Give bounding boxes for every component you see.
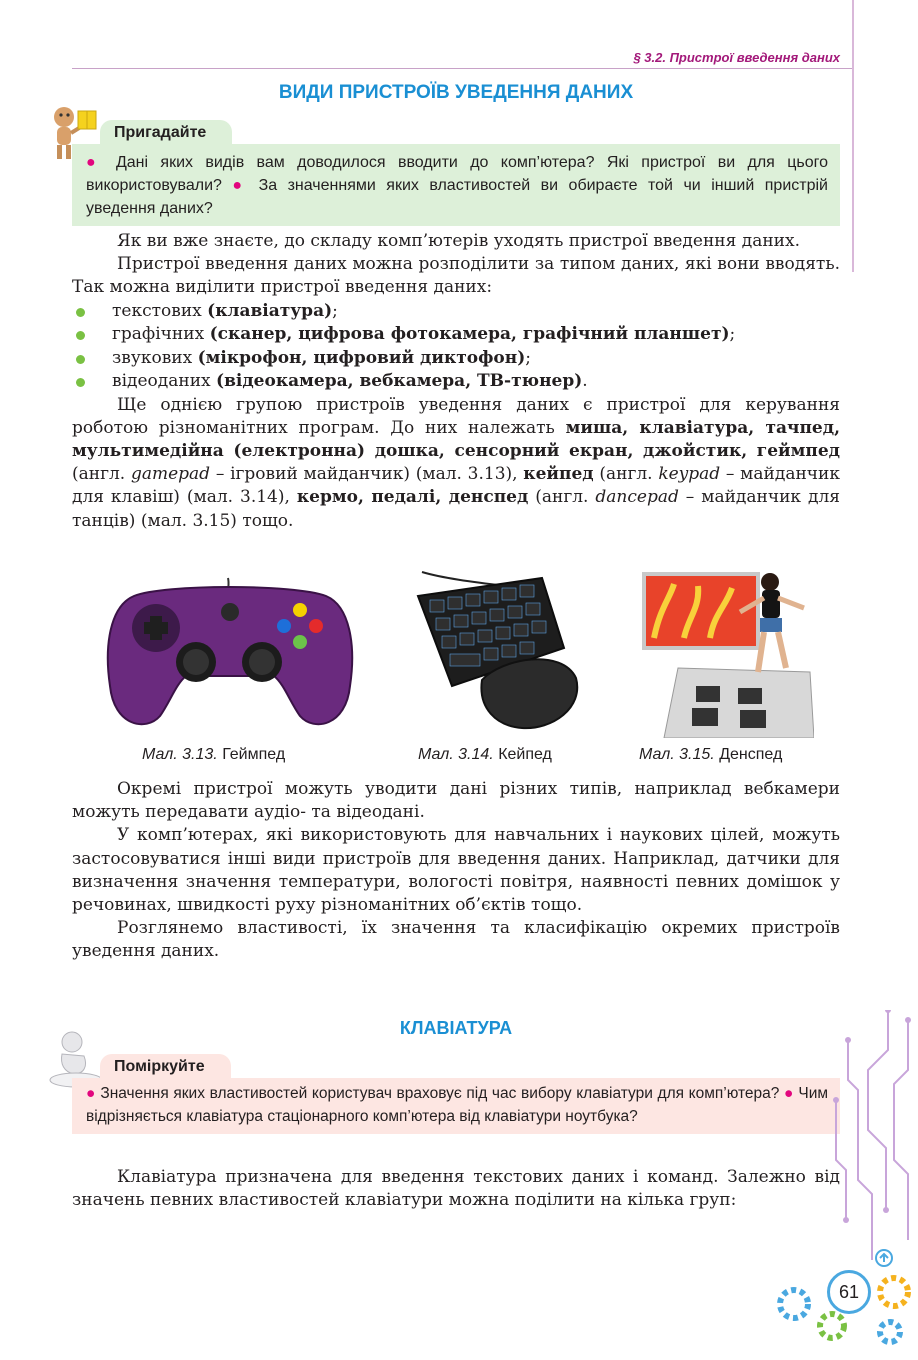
paragraph: Розглянемо властивості, їх значення та класифікацію окремих пристроїв уведення даних. (72, 918, 840, 962)
text-run-italic: keypad (658, 464, 721, 485)
remember-question-2: За значеннями яких властивостей ви обираєте той чи інший пристрій уведення даних? (86, 177, 828, 217)
remember-box (72, 124, 840, 226)
circuit-decoration (828, 1010, 918, 1280)
gamepad-figure (104, 576, 356, 736)
list-item-type: текстових (112, 300, 202, 321)
paragraph: Клавіатура призначена для введення текстових даних і команд. Залежно від значень певних властивостей клавіатури можна поділити на кілька груп: (72, 1167, 840, 1211)
list-item-punct: ; (525, 347, 531, 368)
figure-number: Мал. 3.14. (418, 746, 494, 763)
figure-name: Геймпед (222, 746, 286, 763)
running-header: § 3.2. Пристрої введення даних (633, 50, 840, 65)
text-run: Ще однією групою пристроїв уведення даних є пристрої для керування роботою різноманітних програм. До них належать (72, 394, 840, 438)
text-run-italic: dancepad (595, 487, 679, 508)
remember-question-1: Дані яких видів вам доводилося вводити до комп’ютера? Які пристрої ви для цього використовували? (86, 154, 828, 194)
list-item-type: звукових (112, 347, 193, 368)
text-run: (англ. (593, 464, 659, 485)
think-question-1: Значення яких властивостей користувач враховує під час вибору клавіатури для комп’ютера? (100, 1085, 780, 1102)
keypad-figure (412, 568, 584, 734)
bullet-dot-icon: ● (232, 177, 249, 194)
list-item-examples: (сканер, цифрова фотокамера, графічний планшет) (209, 324, 730, 345)
text-run: (англ. (528, 487, 596, 508)
dancepad-figure (640, 568, 814, 738)
list-item-examples: (відеокамера, вебкамера, ТВ-тюнер) (216, 371, 583, 392)
list-item-punct: ; (729, 324, 736, 345)
remember-label: Пригадайте (100, 120, 232, 148)
text-run: – майданчик для клавіш) (мал. 3.14), (72, 464, 841, 508)
figure-caption (639, 746, 782, 764)
text-run: – ігровий майданчик) (мал. 3.13), (210, 464, 524, 485)
figure-caption (418, 746, 552, 764)
think-questions (72, 1078, 840, 1134)
paragraph-control-devices (72, 394, 840, 533)
paragraph: Окремі пристрої можуть уводити дані різних типів, наприклад вебкамери можуть передавати аудіо- та відеодані. (72, 779, 840, 823)
figure-name: Кейпед (498, 746, 552, 763)
list-item-examples: (клавіатура) (207, 300, 333, 321)
bullet-dot-icon: ● (86, 154, 104, 171)
body-text-other-devices (72, 778, 840, 964)
figure-name: Денспед (719, 746, 783, 763)
body-text-keyboard (72, 1166, 840, 1212)
figure-caption (142, 746, 285, 764)
body-text-intro (72, 230, 840, 533)
list-item (72, 370, 840, 394)
paragraph: Пристрої введення даних можна розподілити за типом даних, які вони вводять. Так можна виділити пристрої введення даних: (72, 254, 840, 298)
header-rule (72, 68, 852, 69)
figure-number: Мал. 3.15. (639, 746, 715, 763)
text-run: (англ. (72, 464, 131, 485)
text-run: – майданчик для танців) (мал. 3.15) тощо. (72, 487, 840, 531)
think-question-2: Чим відрізняється клавіатура стаціонарного комп’ютера від клавіатури ноутбука? (86, 1085, 829, 1125)
list-item-type: відеоданих (112, 371, 211, 392)
text-run-bold: миша, клавіатура, тачпед, мультимедійна (електронна) дошка, сенсорний екран, джойстик, геймпед (72, 417, 841, 462)
list-item (72, 300, 840, 324)
input-device-type-list (72, 300, 840, 394)
text-run-bold: кейпед (523, 464, 594, 485)
side-rule (852, 0, 854, 272)
text-run-italic: gamepad (130, 464, 211, 485)
paragraph: У комп’ютерах, які використовують для навчальних і наукових цілей, можуть застосовуватися інші види пристроїв для введення даних. Наприклад, датчики для визначення значення температури, вологості повітря, наявності певних домішок у речовинах, швидкості руху різноманітних об’єктів тощо. (72, 825, 840, 916)
list-item-punct: . (582, 371, 588, 392)
text-run-bold: кермо, педалі, денспед (296, 487, 529, 508)
list-item-type: графічних (112, 324, 205, 345)
figure-number: Мал. 3.13. (142, 746, 218, 763)
think-box (72, 1058, 840, 1134)
list-item (72, 347, 840, 371)
page-number: 61 (827, 1270, 871, 1314)
remember-questions (72, 144, 840, 226)
bullet-dot-icon: ● (784, 1085, 794, 1102)
list-item-punct: ; (332, 300, 338, 321)
section-title: ВИДИ ПРИСТРОЇВ УВЕДЕННЯ ДАНИХ (278, 82, 634, 103)
list-item-examples: (мікрофон, цифровий диктофон) (197, 347, 526, 368)
bullet-dot-icon: ● (86, 1085, 96, 1102)
section-title: КЛАВІАТУРА (399, 1018, 513, 1038)
think-label: Поміркуйте (100, 1054, 231, 1082)
list-item (72, 323, 840, 347)
paragraph: Як ви вже знаєте, до складу комп’ютерів уходять пристрої введення даних. (117, 231, 800, 251)
